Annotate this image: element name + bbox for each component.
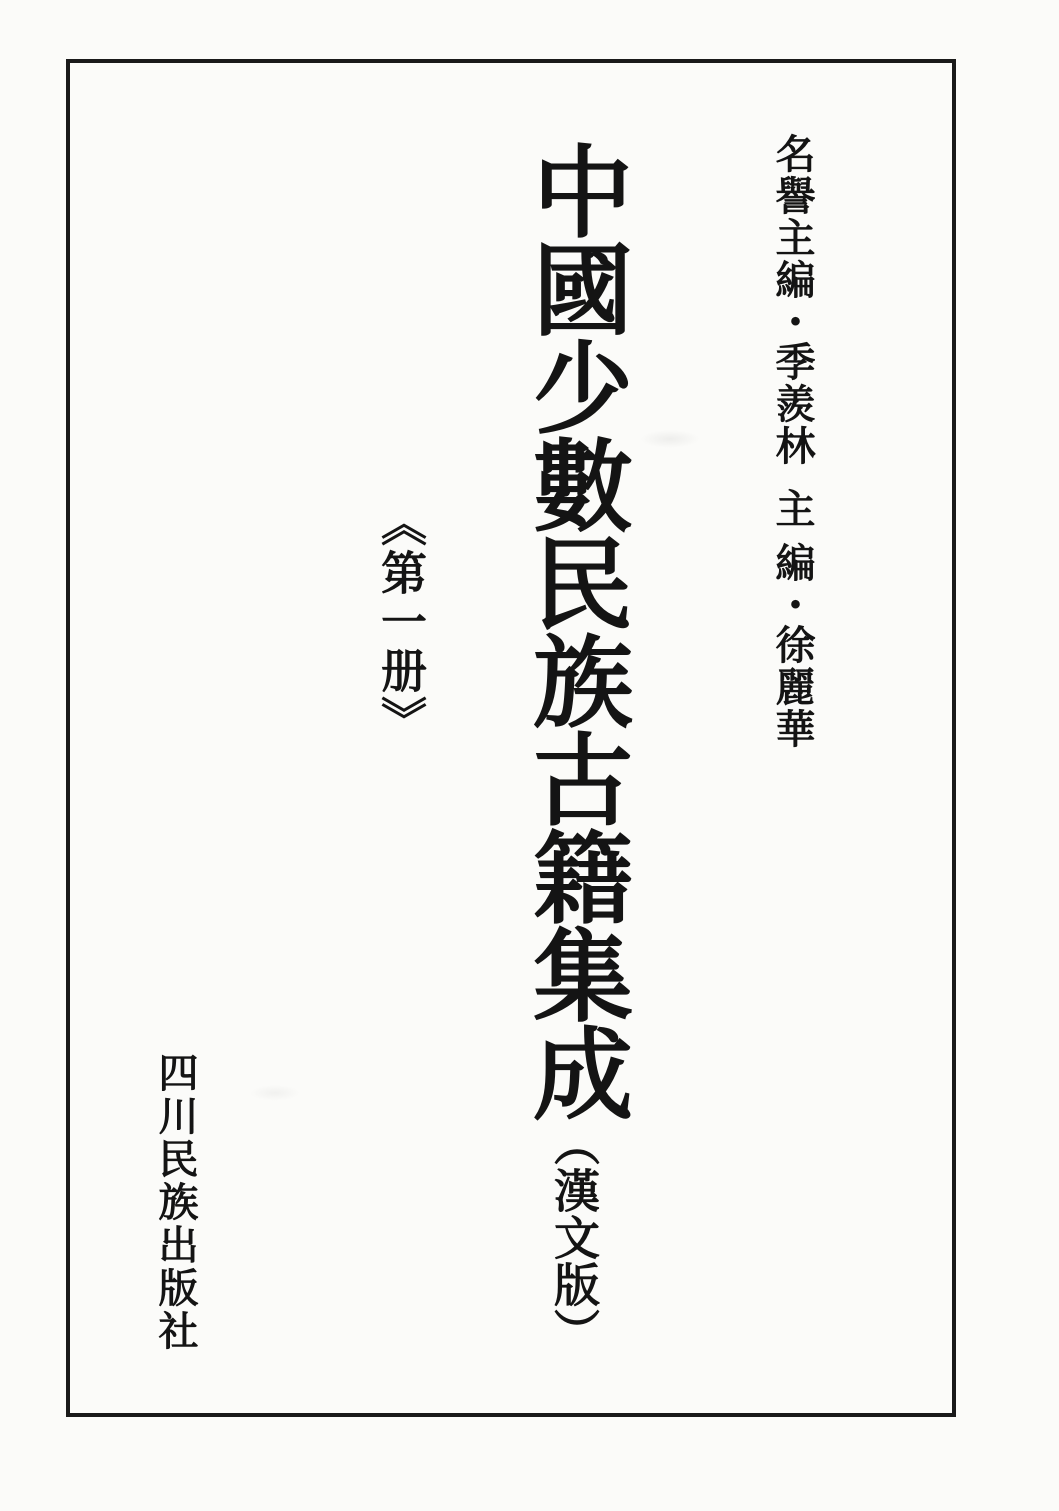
separator-dot: ・ (770, 301, 815, 341)
volume-marker (372, 500, 428, 760)
edition-label: 漢文版 (548, 1167, 599, 1308)
publisher-name: 四川民族出版社 (153, 1052, 198, 1353)
book-title: 中國少數民族古籍集成 (518, 140, 629, 1120)
volume-close-bracket: 》 (375, 696, 426, 745)
volume-open-bracket: 《 (375, 500, 426, 549)
honorary-editor-name: 季羨林 (770, 341, 815, 467)
edition-close-paren: ） (548, 1308, 599, 1355)
main-title-column (508, 140, 638, 1370)
edition-note (548, 1120, 599, 1355)
separator-dot: ・ (770, 584, 815, 624)
honorary-editor-role: 名譽主編 (770, 133, 815, 301)
volume-label: 第一册 (375, 549, 426, 696)
chief-editor-name: 徐麗華 (770, 624, 815, 750)
honorary-editor-line (770, 133, 814, 483)
chief-editor-role: 主 編 (770, 488, 815, 584)
chief-editor-line (770, 488, 814, 778)
edition-open-paren: （ (548, 1120, 599, 1167)
